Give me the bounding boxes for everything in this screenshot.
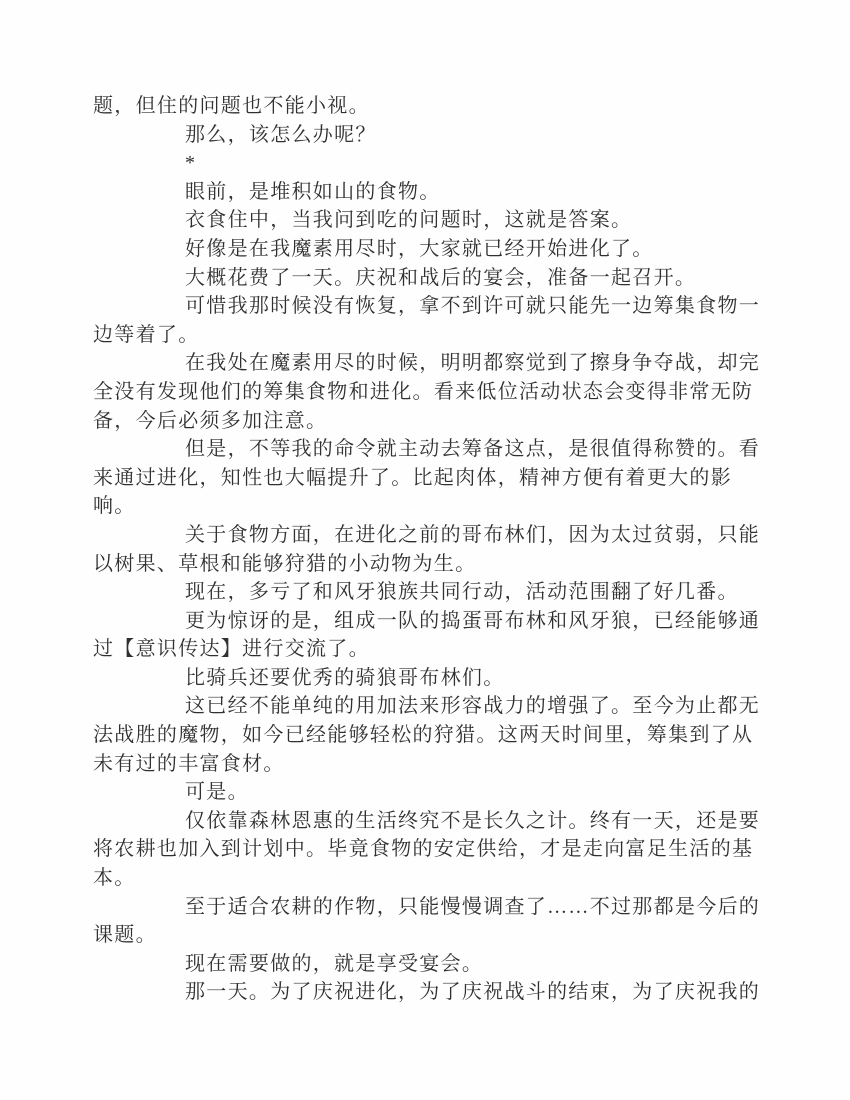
text-line: 但是，不等我的命令就主动去筹备这点，是很值得称赞的。看 [185,438,761,461]
text-line: 眼前，是堆积如山的食物。 [185,180,441,203]
text-line: 仅依靠森林恩惠的生活终究不是长久之计。终有一天，还是要 [185,809,761,832]
text-line: 在我处在魔素用尽的时候，明明都察觉到了擦身争夺战，却完 [185,352,761,375]
text-line: 比骑兵还要优秀的骑狼哥布林们。 [185,666,505,689]
text-line: 更为惊讶的是，组成一队的捣蛋哥布林和风牙狼，已经能够通 [185,609,761,632]
text-line: 现在，多亏了和风牙狼族共同行动，活动范围翻了好几番。 [185,581,739,604]
text-line: 那么，该怎么办呢？ [185,123,377,146]
text-line: 备，今后必须多加注意。 [93,409,328,432]
text-line: 衣食住中，当我问到吃的问题时，这就是答案。 [185,209,633,232]
text-line: * [185,152,197,175]
text-line: 以树果、草根和能够狩猎的小动物为生。 [93,552,477,575]
text-line: 可是。 [185,781,249,804]
text-line: 这已经不能单纯的用加法来形容战力的增强了。至今为止都无 [185,695,761,718]
text-line: 本。 [93,867,136,890]
text-line: 可惜我那时候没有恢复，拿不到许可就只能先一边筹集食物一 [185,295,761,318]
text-line: 好像是在我魔素用尽时，大家就已经开始进化了。 [185,237,654,260]
text-line: 全没有发现他们的筹集食物和进化。看来低位活动状态会变得非常无防 [93,380,754,403]
text-line: 至于适合农耕的作物，只能慢慢调查了……不过那都是今后的 [185,895,761,918]
text-line: 法战胜的魔物，如今已经能够轻松的狩猎。这两天时间里，筹集到了从 [93,724,754,747]
text-line: 响。 [93,495,136,518]
text-line: 那一天。为了庆祝进化，为了庆祝战斗的结束，为了庆祝我的 [185,981,761,1004]
text-line: 未有过的丰富食材。 [93,752,285,775]
text-line: 过【意识传达】进行交流了。 [93,638,370,661]
text-line: 关于食物方面，在进化之前的哥布林们，因为太过贫弱，只能 [185,523,761,546]
text-line: 来通过进化，知性也大幅提升了。比起肉体，精神方便有着更大的影 [93,466,732,489]
text-line: 大概花费了一天。庆祝和战后的宴会，准备一起召开。 [185,266,697,289]
text-line: 课题。 [93,924,157,947]
text-line: 将农耕也加入到计划中。毕竟食物的安定供给，才是走向富足生活的基 [93,838,754,861]
text-line: 边等着了。 [93,323,200,346]
text-line: 现在需要做的，就是享受宴会。 [185,952,484,975]
text-body [93,92,761,1007]
text-line: 题，但住的问题也不能小视。 [93,95,370,117]
